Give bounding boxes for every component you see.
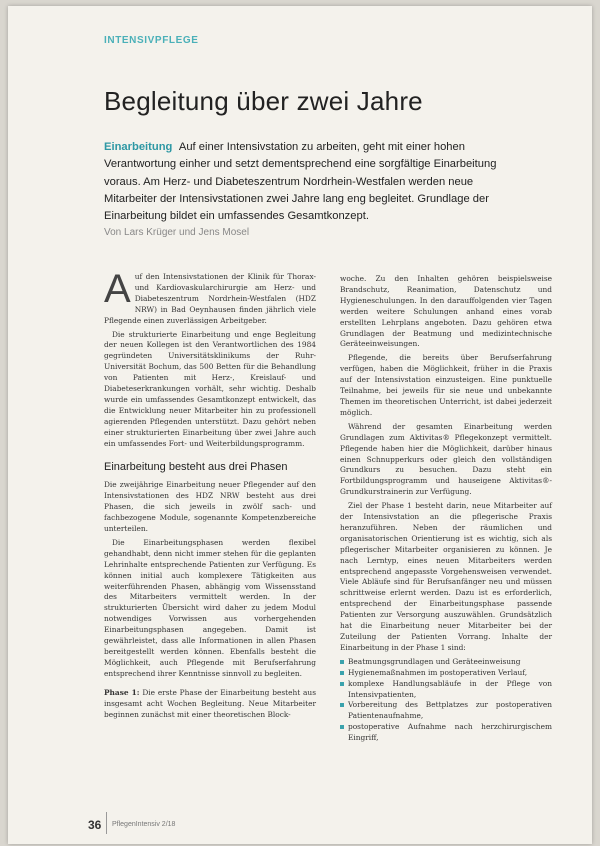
list-item: Vorbereitung des Bettplatzes zur postoperativen Patientenaufnahme, xyxy=(340,700,552,722)
byline: Von Lars Krüger und Jens Mosel xyxy=(104,227,250,238)
article-title: Begleitung über zwei Jahre xyxy=(104,86,423,116)
paragraph: Die zweijährige Einarbeitung neuer Pflegender auf den Intensivstationen des HDZ NRW besteht aus drei Phasen, die sich jeweils in zwölf sach- und fachbezogene Module, sogenannte Kompetenzbereiche unterteilen. xyxy=(104,480,316,534)
page-number: 36 xyxy=(88,818,102,832)
list-item: Beatmungsgrundlagen und Geräteeinweisung xyxy=(340,657,552,668)
right-column xyxy=(340,274,552,744)
lead-kicker: Einarbeitung xyxy=(104,141,173,153)
intro-paragraph xyxy=(104,267,316,327)
phase-content-list xyxy=(340,657,552,744)
list-item: Hygienemaßnahmen im postoperativen Verlauf, xyxy=(340,668,552,679)
paragraph: Ziel der Phase 1 besteht darin, neue Mitarbeiter auf der Intensivstation an die pflegerische Praxis heranzuführen. Neben der räumlichen und organisatorischen Orientierung ist es wichtig, sich als pflegerischer Mitarbeiter organisieren zu können. Je nach Lerntyp, eines neuen Mitarbeiters werden entsprechend angepasste Vorgehensweisen verwendet. Viele Abläufe sind für Berufsanfänger neu und müssen schrittweise erlernt werden. Dazu ist es erforderlich, entsprechend der Einarbeitungsphase passende Patienten zur Versorgung auszuwählen. Grundsätzlich hat die Einarbeitung neuer Mitarbeiter bei der Zuteilung der Patienten Vorrang. Inhalte der Einarbeitung in der Phase 1 sind: xyxy=(340,501,552,652)
list-item: postoperative Aufnahme nach herzchirurgischem Eingriff, xyxy=(340,722,552,744)
left-column xyxy=(104,267,316,723)
paragraph: Pflegende, die bereits über Berufserfahrung verfügen, haben die Möglichkeit, früher in die Praxis auf der Intensivstation einzusteigen. Eine punktuelle Teilnahme, bei jeweils für sie neue und unbekannte Themen im theoretischen Unterricht, ist dabei jederzeit möglich. xyxy=(340,353,552,417)
section-rubric: INTENSIVPFLEGE xyxy=(104,35,199,46)
list-item: komplexe Handlungsabläufe in der Pflege von Intensivpatienten, xyxy=(340,679,552,701)
lead-text: Auf einer Intensivstation zu arbeiten, geht mit einer hohen Verantwortung einher und setzt dementsprechend eine sorgfältige Einarbeitung voraus. Am Herz- und Diabeteszentrum Nordrhein-Westfalen werden neue Mitarbeiter der Intensivstationen zwei Jahre lang eng begleitet. Grundlage der Einarbeitung bildet ein umfassendes Gesamtkonzept. xyxy=(104,141,497,223)
paragraph: Während der gesamten Einarbeitung werden Grundlagen zum Aktivitas® Pflegekonzept vermittelt. Pflegende haben hier die Möglichkeit, darüber hinaus einen Schnupperkurs oder gleich den vollständigen Grundkurs zu besuchen. Dazu steht ein Fortbildungsprogramm und hauseigene Aktivitas®-Grundkurstrainerin zur Verfügung. xyxy=(340,421,552,497)
drop-cap: A xyxy=(104,267,131,311)
paragraph-text: uf den Intensivstationen der Klinik für Thorax- und Kardiovaskularchirurgie am Herz- und Diabeteszentrum Nordrhein-Westfalen (HDZ NRW) in Bad Oeynhausen finden jährlich viele Pflegende einen zuverlässigen Arbeitgeber. xyxy=(104,272,316,325)
magazine-page xyxy=(8,6,592,844)
paragraph-text: Die erste Phase der Einarbeitung besteht aus insgesamt acht Wochen Begleitung. Neue Mitarbeiter beginnen zunächst mit einer theoretischen Block- xyxy=(104,687,316,719)
paragraph: woche. Zu den Inhalten gehören beispielsweise Brandschutz, Reanimation, Datenschutz und Hygieneschulungen. In den darauffolgenden vier Tagen werden weitere Schulungen anhand eines vorab erstellten Lehrplans angeboten. Dazu gehören etwa Grundlagen der Beatmung und medizintechnische Geräteeinweisungen. xyxy=(340,274,552,349)
article-lead xyxy=(104,139,504,225)
paragraph: Die Einarbeitungsphasen werden flexibel gehandhabt, denn nicht immer stehen für die geplanten Lehrinhalte entsprechende Patienten zur Verfügung. Es können initial auch komplexere Tätigkeiten aus weiterführenden Phasen, abhängig vom Wissensstand des Mitarbeiters vermittelt werden. In der strukturierten Übersicht wird daher zu jedem Modul notwendiges Vorwissen aus vorhergehenden Einarbeitungsphasen angegeben. Damit ist gewährleistet, dass alle Informationen in allen Phasen bereitgestellt werden können. Ebenfalls besteht die Möglichkeit, auch Pflegende mit Berufserfahrung entsprechend ihrer Kenntnisse sinnvoll zu begleiten. xyxy=(104,537,316,678)
magazine-name: PflegenIntensiv 2/18 xyxy=(112,821,176,828)
footer-divider xyxy=(106,812,111,834)
paragraph: Die strukturierte Einarbeitung und enge Begleitung der neuen Kollegen ist den Verantwortlichen des 1984 gegründeten Universitätsklinikums der Ruhr-Universität Bochum, das 500 Betten für die Behandlung von Patienten mit Herz-, Kreislauf- und Diabeteserkrankungen vorhält, sehr wichtig. Deshalb wurde ein umfassendes Gesamtkonzept entwickelt, das die Entwicklung neuer Mitarbeiter hin zu professionell agierenden Pflegenden unterstützt. Dazu gehört neben einer strukturierten Einarbeitung über zwei Jahre auch ein umfassendes Fort- und Weiterbildungsprogramm. xyxy=(104,329,316,448)
phase-label: Phase 1: xyxy=(104,687,140,697)
section-heading: Einarbeitung besteht aus drei Phasen xyxy=(104,460,288,473)
phase-paragraph xyxy=(104,688,316,721)
